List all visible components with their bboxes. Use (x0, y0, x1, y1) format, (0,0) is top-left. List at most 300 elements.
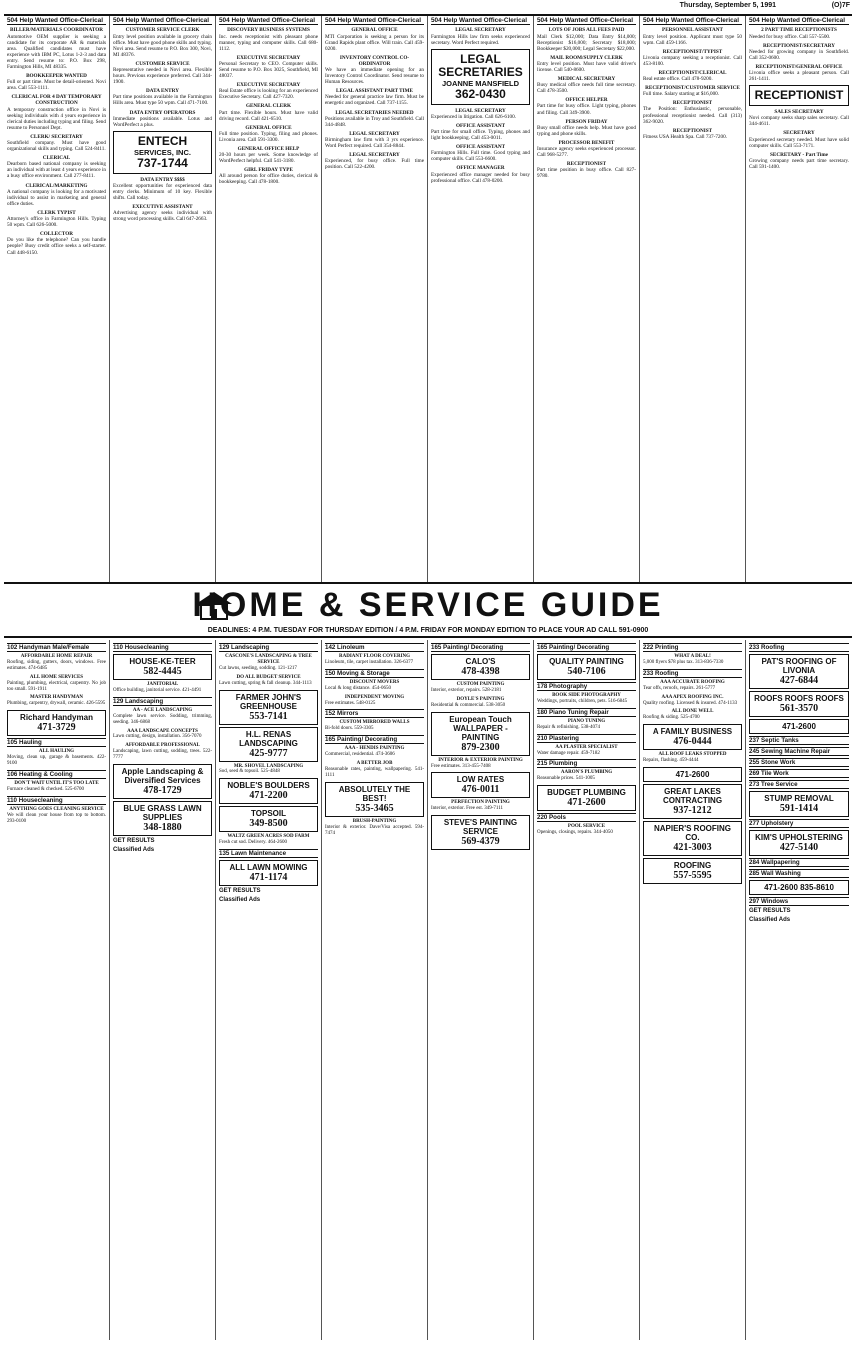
service-ad-body: Office building, janitorial service. 421-4491 (113, 687, 202, 693)
classified-ad (219, 125, 318, 143)
ad-title: LEGAL SECRETARY (349, 152, 400, 159)
ad-body: Part time for busy office. Light typing, phones and filing. Call 349-3900. (537, 103, 636, 116)
ad-title: SECRETARY - Part Time (770, 151, 828, 158)
help-wanted-column (216, 16, 322, 582)
category-header: 152 Mirrors (325, 709, 424, 718)
help-wanted-column (746, 16, 852, 582)
get-results-label: GET RESULTS (749, 908, 791, 914)
service-ad-name: NAPIER'S ROOFING CO. (653, 824, 732, 843)
service-ad-phone: 561-3570 (779, 703, 819, 714)
classified-ad (325, 152, 424, 170)
service-ad-body: Roofing & siding. 525-4700 (643, 715, 700, 721)
service-ad-name: H.L. RENAS LANDSCAPING (239, 729, 298, 748)
service-ad (113, 743, 212, 761)
display-ad-subtitle: JOANNE MANSFIELD (441, 78, 520, 88)
service-ad-body: Interior, exterior, repairs. 528-2181 (431, 687, 502, 693)
column-header: 504 Help Wanted Office-Clerical (537, 17, 636, 25)
ad-body: Part time. Flexible hours. Must have valid driving record. Call 421-6510. (219, 109, 318, 122)
ad-title: DATA ENTRY OPERATORS (129, 109, 196, 116)
masthead-page: (O)7F (831, 2, 850, 9)
service-ad-body: Tear offs, reroofs, repairs. 261-5777 (643, 685, 716, 691)
display-ad-phone: 737-1744 (137, 155, 188, 170)
ad-title: GIRL FRIDAY TYPE (244, 167, 293, 174)
service-display-ad (749, 654, 849, 689)
service-ad (325, 761, 424, 779)
display-ad-phone: 362-0430 (455, 86, 506, 101)
classified-ad (643, 85, 742, 97)
classified-ad (325, 110, 424, 128)
ad-title: EXECUTIVE SECRETARY (236, 82, 301, 89)
category-header: 273 Tree Service (749, 780, 849, 789)
classified-ad (7, 210, 106, 228)
classified-ad (113, 110, 212, 128)
service-ad-title: AARON'S PLUMBING (560, 770, 613, 776)
ad-body: Representative needed in Novi area. Flexible hours. Previous experience preferred. Call 344-1900. (113, 66, 212, 86)
classified-ad (537, 119, 636, 137)
service-ad-phone: 553-7141 (249, 710, 288, 722)
service-guide-column (534, 640, 640, 1340)
display-ad (113, 131, 212, 174)
category-header: 129 Landscaping (219, 643, 318, 652)
service-display-ad (643, 784, 742, 819)
service-ad (113, 729, 212, 741)
category-header: 135 Lawn Maintenance (219, 849, 318, 858)
column-header: 504 Help Wanted Office-Clerical (325, 17, 424, 25)
ad-body: 20-30 hours per week. Some knowledge of WordPerfect helpful. Call 541-3180. (219, 152, 318, 165)
ad-title: GENERAL OFFICE (351, 27, 398, 34)
service-ad-phone: 471-1174 (249, 872, 288, 884)
category-header: 297 Windows (749, 897, 849, 906)
service-ad-name: PAT'S ROOFING OF LIVONIA (761, 657, 837, 675)
service-ad (325, 680, 424, 692)
service-ad-title: RADIANT FLOOR COVERING (338, 654, 411, 659)
service-ad (219, 654, 318, 672)
banner-title: HOME & SERVICE GUIDE (192, 586, 664, 624)
ad-title: LEGAL SECRETARY (349, 130, 400, 137)
ad-title: EXECUTIVE SECRETARY (236, 54, 301, 61)
service-ad-name: KIM'S UPHOLSTERING (755, 833, 843, 842)
ad-body: Busy medical office needs full time secretary. Call 478-3500. (537, 82, 636, 95)
ad-body: Livonia office seeks a pleasant person. Call 261-1411. (749, 69, 849, 83)
ad-body: Part time for small office. Typing, phones and light bookkeeping. Call 453-0011. (431, 128, 530, 142)
ad-body: Needed for growing company in Southfield. Call 352-0600. (749, 48, 849, 61)
column-header: 504 Help Wanted Office-Clerical (7, 17, 106, 25)
ad-body: Dearborn based national company is seeking an individual with at least 4 years experience in a busy office environment. Call 277-8411. (7, 161, 106, 180)
service-ad-body: Roofing, siding, gutters, doors, windows. Free estimates. 474-6485 (7, 659, 106, 671)
service-ad-body: Lawn cutting, design, installation. 356-7070 (113, 734, 202, 740)
ad-body: Real Estate office is looking for an experienced Executive Secretary. Call 427-7320. (219, 88, 318, 101)
service-ad-phone: 582-4445 (143, 666, 182, 677)
classified-ads-label: Classified Ads (219, 897, 261, 904)
get-results-label: GET RESULTS (219, 888, 261, 895)
service-ad-title: ALL HAULING (38, 749, 75, 755)
service-display-ad (325, 782, 424, 817)
service-ad-name: European Touch WALLPAPER - PAINTING (449, 714, 512, 742)
ad-title: CUSTOMER SERVICE CLERK (125, 27, 200, 34)
ad-body: We have an immediate opening for an Inventory Control Coordinator. Send resume to Human Resources. (325, 66, 424, 86)
classified-ad (431, 123, 530, 141)
classified-ad (113, 177, 212, 201)
category-header: 255 Stone Work (749, 758, 849, 767)
service-ad-name: BUDGET PLUMBING (547, 788, 626, 798)
classified-ad (749, 152, 849, 170)
column-header: 504 Help Wanted Office-Clerical (431, 17, 530, 25)
classified-ads-label: Classified Ads (113, 846, 155, 853)
ad-body: Fitness USA Health Spa. Call 737-7200. (643, 133, 728, 140)
service-ad-name: STUMP REMOVAL (764, 794, 834, 803)
category-header: 180 Piano Tuning Repair (537, 708, 636, 717)
ad-title: OFFICE ASSISTANT (455, 144, 506, 151)
service-ad-title: CASCONE'S LANDSCAPING & TREE SERVICE (225, 654, 312, 665)
service-ad-phone: 349-8500 (249, 818, 288, 830)
ad-body: Entry level position. Applicant must type 50 wpm. Call 459-1166. (643, 33, 742, 46)
service-guide-column (322, 640, 428, 1340)
category-header: 105 Hauling (7, 738, 106, 747)
service-display-ad (749, 880, 849, 895)
column-header: 504 Help Wanted Office-Clerical (113, 17, 212, 25)
service-ad-body: Reasonable prices. 541-1005 (537, 776, 595, 782)
category-header: 106 Heating & Cooling (7, 770, 106, 779)
ad-title: GENERAL CLERK (245, 103, 292, 110)
classified-ad (325, 27, 424, 51)
service-ad-title: DISCOUNT MOVERS (349, 679, 400, 685)
column-header: 504 Help Wanted Office-Clerical (749, 17, 849, 25)
classified-ad (325, 55, 424, 85)
service-ad-body: We will clean your house from top to bottom. 293-0100 (7, 812, 106, 824)
classified-ad (219, 82, 318, 100)
service-ad-phone: 591-1414 (779, 803, 819, 814)
ad-body: The Position: Enthusiastic, personable, professional receptionist needed. Call (313) 362-9020. (643, 106, 742, 125)
classified-ad (431, 27, 530, 45)
ad-title: RECEPTIONIST (672, 127, 713, 134)
display-ad-name: ENTECH (137, 133, 188, 148)
ad-title: DATA ENTRY $$$$ (140, 176, 185, 183)
ad-body: Full or part time. Must be detail-oriented. Novi area. Call 553-1111. (7, 79, 106, 92)
service-ad-title: WHAT A DEAL! (674, 654, 711, 659)
service-ad-title: AFFORDABLE HOME REPAIR (20, 654, 93, 659)
ad-title: SECRETARY (783, 130, 815, 137)
classified-ad (749, 64, 849, 82)
display-ad-name: RECEPTIONIST (754, 88, 844, 103)
service-display-ad (113, 801, 212, 836)
ad-body: A temporary construction office in Novi is seeking individuals with 4 years experience in clerical duties including typing and filing. Send resume to Personnel Dept. (7, 106, 106, 131)
service-ad-title: JANITORIAL (146, 682, 179, 687)
ad-title: PERSON FRIDAY (565, 118, 608, 125)
service-ad-body: Sod, seed & topsoil. 525-4848 (219, 769, 280, 775)
classified-ad (537, 55, 636, 73)
service-ad-title: DOYLE'S PAINTING (456, 696, 505, 702)
ad-title: 2 PART TIME RECEPTIONISTS (761, 27, 837, 34)
service-ad-body: Residential & commercial. 538-3050 (431, 702, 506, 708)
service-ad-body: Interior & exterior. Dave/Visa accepted. 594-7474 (325, 824, 424, 836)
ad-title: PROCESSOR BENEFIT (558, 139, 615, 146)
classified-ad (7, 231, 106, 255)
service-ad-body: Landscaping, lawn cutting, sodding, trees. 522-7777 (113, 749, 212, 761)
service-ad-name: CALO'S (465, 657, 496, 666)
ad-body: Full time position. Typing, filing and phones. Livonia area. Call 591-3300. (219, 130, 318, 143)
category-header: 110 Housecleaning (113, 643, 212, 652)
service-ad (219, 834, 318, 846)
service-ad (643, 709, 742, 721)
service-ad-body: Furnace cleaned & checked. 525-6700 (7, 786, 85, 792)
service-ad-phone: 879-2300 (461, 741, 500, 753)
classified-ad (643, 100, 742, 124)
service-display-ad (643, 767, 742, 782)
category-header: 215 Plumbing (537, 759, 636, 768)
ad-title: DISCOVERY BUSINESS SYSTEMS (227, 27, 310, 34)
service-ad-phone: 427-6844 (779, 675, 819, 686)
ad-title: RECEPTIONIST/CLERICAL (658, 69, 727, 76)
classified-ad (643, 70, 742, 82)
service-ad (431, 800, 530, 812)
service-guide-column (428, 640, 534, 1340)
classified-ad (219, 146, 318, 164)
ad-title: CUSTOMER SERVICE (135, 60, 190, 67)
classified-ad (7, 94, 106, 131)
service-ad-name: QUALITY PAINTING (549, 657, 624, 666)
service-ad-title: CUSTOM MIRRORED WALLS (339, 720, 410, 726)
service-display-ad (113, 654, 212, 680)
service-ad-phone: 476-0011 (461, 784, 500, 796)
service-ad-title: PIANO TUNING (567, 718, 606, 724)
column-header: 504 Help Wanted Office-Clerical (219, 17, 318, 25)
service-ad-title: AAA - HENDIS PAINTING (344, 746, 405, 752)
service-ad (7, 654, 106, 672)
ad-title: BOOKKEEPER WANTED (26, 73, 87, 80)
service-ad-phone: 471-2600 (567, 797, 606, 809)
classified-ad (219, 167, 318, 185)
service-ad-title: CUSTOM PAINTING (456, 682, 505, 687)
ad-title: LEGAL SECRETARIES NEEDED (335, 109, 414, 116)
ad-title: LEGAL SECRETARY (455, 27, 506, 34)
classified-ad (749, 130, 849, 148)
service-ad-title: AAA APEX ROOFING INC. (661, 694, 724, 700)
ad-title: INVENTORY CONTROL CO-ORDINATOR (339, 54, 410, 67)
service-guide-section (4, 640, 852, 1340)
service-ad-body: Repairs, flashing. 459-4444 (643, 758, 699, 764)
service-ad-title: ALL HOME SERVICES (29, 674, 84, 680)
service-ad-name: TOPSOIL (251, 809, 286, 819)
banner-deadlines: DEADLINES: 4 P.M. TUESDAY FOR THURSDAY EDITION / 4 P.M. FRIDAY FOR MONDAY EDITION TO PLACE YOUR AD CALL 591-0900 (207, 627, 649, 634)
service-ad-name: FARMER JOHN'S GREENHOUSE (235, 692, 302, 711)
classified-ad (325, 88, 424, 106)
ad-title: OFFICE ASSISTANT (455, 122, 506, 129)
service-guide-column (216, 640, 322, 1340)
service-ad (113, 682, 212, 694)
ad-body: Experienced secretary needed. Must have solid computer skills. Call 553-7171. (749, 136, 849, 149)
ad-body: Real estate office. Call 478-9200. (643, 76, 713, 83)
help-wanted-column (322, 16, 428, 582)
service-display-ad (643, 821, 742, 856)
ad-body: All around person for office duties, clerical & bookkeeping. Call 478-1800. (219, 173, 318, 186)
service-ad-phone: 476-0444 (673, 736, 712, 748)
category-header: 284 Wallpapering (749, 858, 849, 867)
service-ad-body: Painting, plumbing, electrical, carpentry. No job too small. 591-1911 (7, 680, 106, 692)
masthead (0, 0, 856, 12)
service-display-ad (7, 710, 106, 736)
ad-title: CLERK/ SECRETARY (30, 133, 83, 140)
category-header: 277 Upholstery (749, 819, 849, 828)
ad-title: EXECUTIVE ASSISTANT (132, 204, 193, 211)
service-ad-body: Interior, exterior. Free est. 349-7111 (431, 806, 504, 812)
service-ad (431, 682, 530, 694)
service-display-ad (749, 719, 849, 734)
service-ad-title: AA - ACE LANDSCAPING (132, 707, 193, 713)
service-display-ad (431, 815, 530, 850)
service-ad-body: Quality roofing. Licensed & insured. 474-1133 (643, 700, 738, 706)
service-ad-name: 471-2600 835-8610 (764, 883, 834, 892)
ad-title: CLERICAL/MARKETING (25, 182, 88, 189)
service-ad-name: LOW RATES (456, 775, 505, 785)
classified-ad (749, 43, 849, 61)
service-ad-title: MASTER HANDYMAN (30, 695, 83, 701)
service-ad-body: Fresh cut sod. Delivery. 464-2600 (219, 840, 287, 846)
service-ad-title: BRUSH-PAINTING (352, 818, 397, 824)
classified-ad (113, 61, 212, 85)
ad-title: RECEPTIONIST/SECRETARY (762, 42, 836, 49)
service-ad-body: Repair & refinishing. 538-4074 (537, 724, 601, 730)
service-ad-title: INTERIOR & EXTERIOR PAINTING (438, 757, 523, 763)
service-ad-body: 5,000 flyers $78 plus tax. 313-836-7330 (643, 659, 724, 665)
ad-body: Part time positions available in the Farmington Hills area. Must type 50 wpm. Call 471-7100. (113, 94, 212, 107)
category-header: 222 Printing (643, 643, 742, 652)
classified-ad (7, 183, 106, 207)
service-ad-phone: 478-4398 (461, 666, 500, 677)
ad-title: LEGAL SECRETARY (455, 107, 506, 114)
service-ad (643, 654, 742, 666)
classified-ad (431, 108, 530, 120)
service-guide-column (746, 640, 852, 1340)
ad-body: A national company is looking for a motivated individual to assist in marketing and general office duties. (7, 188, 106, 207)
service-ad-body: Weddings, portraits, children, pets. 516-6845 (537, 698, 628, 704)
help-wanted-section (4, 14, 852, 582)
service-ad-title: BOOK SIDE PHOTOGRAPHY (552, 693, 621, 698)
service-ad-title: WALTZ GREEN ACRES SOD FARM (227, 834, 310, 840)
service-ad-title: ANYTHING GOES CLEANING SERVICE (9, 806, 104, 812)
service-ad-name: Apple Landscaping & Diversified Services (121, 767, 204, 786)
service-ad-title: ALL DONE WELL (671, 709, 714, 715)
service-display-ad (749, 830, 849, 856)
column-header: 504 Help Wanted Office-Clerical (643, 17, 742, 25)
category-header: 285 Wall Washing (749, 869, 849, 878)
service-ad-body: Free estimates. 313-455-7408 (431, 763, 491, 769)
service-display-ad (113, 764, 212, 799)
service-ad-name: ABSOLUTELY THE BEST! (338, 784, 411, 803)
ad-body: Entry level position available in grocery chain office. Must have good phone skills and typing. Novi area. Send resume to P.O. Box 300, Novi, MI 48376. (113, 33, 212, 58)
service-ad-phone: 540-7106 (567, 666, 606, 677)
service-display-ad (643, 724, 742, 750)
service-ad-phone: 421-3003 (673, 842, 712, 854)
ad-body: Experienced in litigation. Call 626-6100. (431, 113, 516, 120)
category-header: 233 Roofing (643, 669, 742, 678)
ad-body: Southfield company. Must have good organizational skills and typing. Call 524-8411. (7, 140, 106, 153)
ad-title: OFFICE HELPER (565, 97, 608, 104)
service-ad-body: Cut lawns, seeding, sodding. 121-1217 (219, 665, 297, 671)
service-display-ad (749, 691, 849, 717)
service-ad (537, 693, 636, 705)
ad-body: Automotive OEM supplier is seeking a candidate for its corporate AR & materials area. Qualified candidates must have experience with IBM PC, Lotus 1-2-3 and data entry. Send resume to: P.O. Box 298, Farmington Hills, MI 48335. (7, 33, 106, 70)
classified-ad (7, 134, 106, 152)
classified-ad (7, 27, 106, 70)
ad-title: PERSONNEL ASSISTANT (662, 27, 723, 34)
service-ad-name: 471-2600 (675, 770, 710, 780)
ad-body: Part time position in busy office. Call 827-9780. (537, 167, 636, 180)
ad-body: Insurance agency seeks experienced processor. Call 968-5277. (537, 146, 636, 159)
classified-ad (113, 27, 212, 57)
service-display-ad (219, 860, 318, 886)
service-ad-phone: 535-3465 (355, 802, 394, 814)
ad-title: CLERICAL FOR 4 DAY TEMPORARY CONSTRUCTION (11, 94, 102, 107)
category-header: 150 Moving & Storage (325, 669, 424, 678)
service-ad-body: Reasonable rates, painting, wallpapering. 541-1111 (325, 766, 424, 778)
category-header: 233 Roofing (749, 643, 849, 652)
service-display-ad (643, 858, 742, 884)
help-wanted-column (110, 16, 216, 582)
service-ad (7, 695, 106, 707)
service-ad (219, 764, 318, 776)
ad-body: Experienced, for busy office. Full time position. Call 522-4200. (325, 158, 424, 171)
service-ad-name: A FAMILY BUSINESS (652, 727, 733, 737)
service-display-ad (219, 727, 318, 762)
service-ad-name: STEVE'S PAINTING SERVICE (443, 818, 518, 837)
display-ad-name: LEGAL SECRETARIES (438, 51, 523, 79)
ad-title: LEGAL ASSISTANT PART TIME (335, 88, 414, 95)
ad-title: RECEPTIONIST/GENERAL OFFICE (755, 63, 843, 70)
ad-body: Attorney's office in Farmington Hills. Typing 50 wpm. Call 626-5000. (7, 216, 106, 229)
service-ad-name: Richard Handyman (20, 713, 93, 723)
service-display-ad (537, 654, 636, 680)
service-ad-body: Complete lawn service. Sodding, trimming, seeding. 346-6868 (113, 713, 212, 725)
ad-body: Entry level position. Must have valid driver's license. Call 540-8600. (537, 60, 636, 73)
service-guide-column (110, 640, 216, 1340)
help-wanted-column (428, 16, 534, 582)
service-ad-title: DO ALL BUDGET SERVICE (236, 674, 301, 680)
category-header: 165 Painting/ Decorating (431, 643, 530, 652)
ad-body: Personal Secretary to CEO. Computer skills. Send resume to P.O. Box 3025, Southfield, MI 48037. (219, 60, 318, 80)
service-ad (7, 781, 106, 793)
service-ad-body: Openings, closings, repairs. 344-4050 (537, 830, 613, 836)
service-ad-title: AAA LANDSCAPE CONCEPTS (127, 728, 198, 734)
classified-ad (537, 27, 636, 51)
classified-ad (643, 128, 742, 140)
help-wanted-column (640, 16, 746, 582)
service-ad-phone: 471-3729 (37, 722, 76, 734)
service-ad (7, 807, 106, 825)
service-display-ad (431, 712, 530, 756)
service-ad-phone: 425-9777 (249, 747, 288, 759)
service-ad-body: Water damage repair. 459-7182 (537, 750, 600, 756)
service-ad-title: DON'T WAIT UNTIL IT'S TOO LATE (14, 780, 99, 786)
service-ad-title: AAA ACCURATE ROOFING (660, 679, 725, 685)
category-header: 245 Sewing Machine Repair (749, 747, 849, 756)
classified-ad (537, 161, 636, 179)
classified-ad (431, 165, 530, 183)
category-header: 102 Handyman Male/Female (7, 643, 106, 652)
service-ad-title: A BETTER JOB (356, 761, 393, 767)
service-ad-name: 471-2600 (782, 722, 816, 731)
classified-ad (325, 131, 424, 149)
service-ad-body: Linoleum, tile, carpet installation. 326-6377 (325, 659, 414, 665)
category-header: 142 Linoleum (325, 643, 424, 652)
ad-title: CLERICAL (42, 155, 71, 162)
service-ad-phone: 471-2200 (249, 790, 288, 802)
service-ad (431, 758, 530, 770)
ad-title: LOTS OF JOBS ALL FEES PAID (548, 27, 625, 34)
service-guide-column (640, 640, 746, 1340)
service-ad (113, 708, 212, 726)
category-header: 210 Plastering (537, 734, 636, 743)
service-ad-title: AFFORDABLE PROFESSIONAL (125, 743, 200, 749)
